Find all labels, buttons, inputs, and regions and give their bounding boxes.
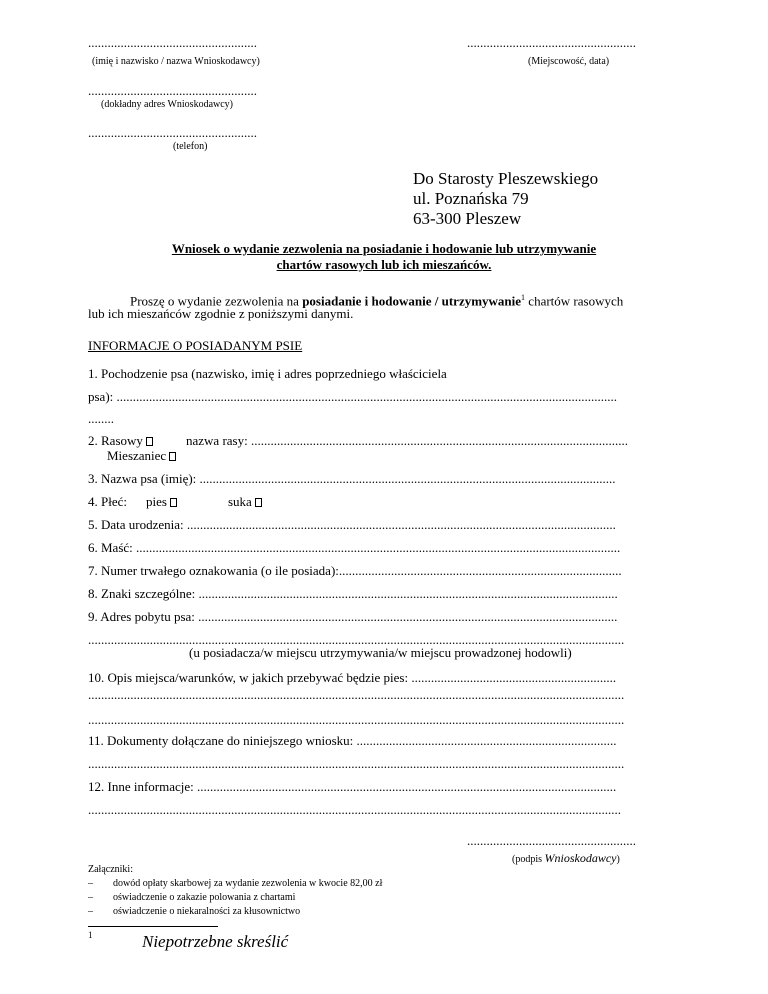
phone-label: (telefon)	[173, 141, 208, 152]
field-9-address-cont[interactable]: .....................................................................................................................................................................	[88, 632, 625, 647]
applicant-address-dots[interactable]: ....................................................	[88, 83, 257, 98]
field-12-cont[interactable]: ....................................................................................................................................................................	[88, 802, 621, 817]
field-4-sex-label: 4. Płeć:	[88, 494, 127, 509]
field-10-conditions[interactable]: 10. Opis miejsca/warunków, w jakich przebywać będzie pies: ...............................................................	[88, 670, 617, 685]
field-10-cont-1[interactable]: .....................................................................................................................................................................	[88, 687, 625, 702]
field-6-coat-color[interactable]: 6. Maść: .....................................................................................................................................................	[88, 540, 621, 555]
applicant-name-label: (imię i nazwisko / nazwa Wnioskodawcy)	[92, 56, 260, 67]
footnote-ref: 1	[521, 293, 526, 302]
document-title-line2: chartów rasowych lub ich mieszańców.	[276, 257, 492, 272]
rasowy-checkbox[interactable]	[146, 437, 153, 446]
intro-suffix: chartów rasowych	[525, 293, 624, 309]
field-3-dog-name[interactable]: 3. Nazwa psa (imię): ................................................................................................................................	[88, 471, 616, 486]
mieszaniec-checkbox[interactable]	[169, 452, 176, 461]
field-9-note: (u posiadacza/w miejscu utrzymywania/w miejscu prowadzonej hodowli)	[189, 645, 572, 660]
intro-line2: lub ich mieszańców zgodnie z poniższymi danymi.	[88, 306, 354, 321]
field-4-pies	[146, 494, 177, 510]
footnote-number: 1	[88, 930, 93, 940]
attachment-dash: –	[88, 906, 93, 917]
field-11-documents[interactable]: 11. Dokumenty dołączane do niniejszego wniosku: ................................................................................	[88, 733, 617, 748]
field-2-mieszaniec	[107, 448, 176, 464]
attachment-item	[88, 906, 301, 917]
footnote-separator	[88, 926, 218, 927]
signature-label-prefix: (podpis	[512, 854, 545, 865]
field-8-marks[interactable]: 8. Znaki szczególne: .................................................................................................................................	[88, 586, 618, 601]
attachment-dash: –	[88, 892, 93, 903]
applicant-address-label: (dokładny adres Wnioskodawcy)	[101, 99, 234, 110]
section-heading: INFORMACJE O POSIADANYM PSIE	[88, 338, 303, 353]
recipient-line3: 63-300 Pleszew	[413, 209, 522, 228]
rasowy-label: 2. Rasowy	[88, 433, 143, 448]
pies-checkbox[interactable]	[170, 498, 177, 507]
pies-label: pies	[146, 494, 167, 509]
footnote-text: Niepotrzebne skreślić	[142, 932, 289, 951]
document-title-line1: Wniosek o wydanie zezwolenia na posiadanie i hodowanie lub utrzymywanie	[171, 241, 597, 256]
attachment-item	[88, 892, 296, 903]
field-2-rasowy	[88, 433, 153, 449]
field-1-input[interactable]: psa): ..........................................................................................................................................................	[88, 389, 618, 404]
recipient-line2: ul. Poznańska 79	[413, 189, 529, 208]
attachments-heading: Załączniki:	[88, 864, 133, 875]
attachment-text: oświadczenie o zakazie polowania z chartami	[113, 892, 296, 903]
field-4-suka	[228, 494, 262, 510]
suka-checkbox[interactable]	[255, 498, 262, 507]
signature-dots[interactable]: ....................................................	[467, 833, 636, 848]
attachment-text: oświadczenie o niekaralności za kłusownictwo	[113, 906, 301, 917]
attachment-text: dowód opłaty skarbowej za wydanie zezwolenia w kwocie 82,00 zł	[113, 878, 383, 889]
field-11-cont[interactable]: .....................................................................................................................................................................	[88, 756, 625, 771]
signature-label-suffix: )	[616, 854, 620, 865]
applicant-name-dots[interactable]: ....................................................	[88, 35, 257, 50]
field-10-cont-2[interactable]: .....................................................................................................................................................................	[88, 712, 625, 727]
mieszaniec-label: Mieszaniec	[107, 448, 167, 463]
signature-label	[512, 851, 620, 866]
attachment-item	[88, 878, 383, 889]
place-date-dots[interactable]: ....................................................	[467, 35, 636, 50]
field-12-other[interactable]: 12. Inne informacje: .................................................................................................................................	[88, 779, 617, 794]
phone-dots[interactable]: ....................................................	[88, 125, 257, 140]
intro-bold: posiadanie i hodowanie / utrzymywanie	[302, 293, 522, 309]
field-5-birth-date[interactable]: 5. Data urodzenia: ....................................................................................................................................	[88, 517, 616, 532]
intro-prefix: Proszę o wydanie zezwolenia na	[130, 293, 303, 309]
field-9-address[interactable]: 9. Adres pobytu psa: .................................................................................................................................	[88, 609, 618, 624]
signature-label-name: Wnioskodawcy	[544, 851, 617, 865]
field-1-label: 1. Pochodzenie psa (nazwisko, imię i adres poprzedniego właściciela	[88, 366, 447, 381]
attachment-dash: –	[88, 878, 93, 889]
field-1-input-cont[interactable]: ........	[88, 411, 114, 426]
field-2-breed-name[interactable]: nazwa rasy: ....................................................................................................................	[186, 433, 628, 448]
field-7-id-number[interactable]: 7. Numer trwałego oznakowania (o ile posiada):.......................................................................................	[88, 563, 622, 578]
place-date-label: (Miejscowość, data)	[528, 56, 610, 67]
recipient-line1: Do Starosty Pleszewskiego	[413, 169, 599, 188]
suka-label: suka	[228, 494, 252, 509]
